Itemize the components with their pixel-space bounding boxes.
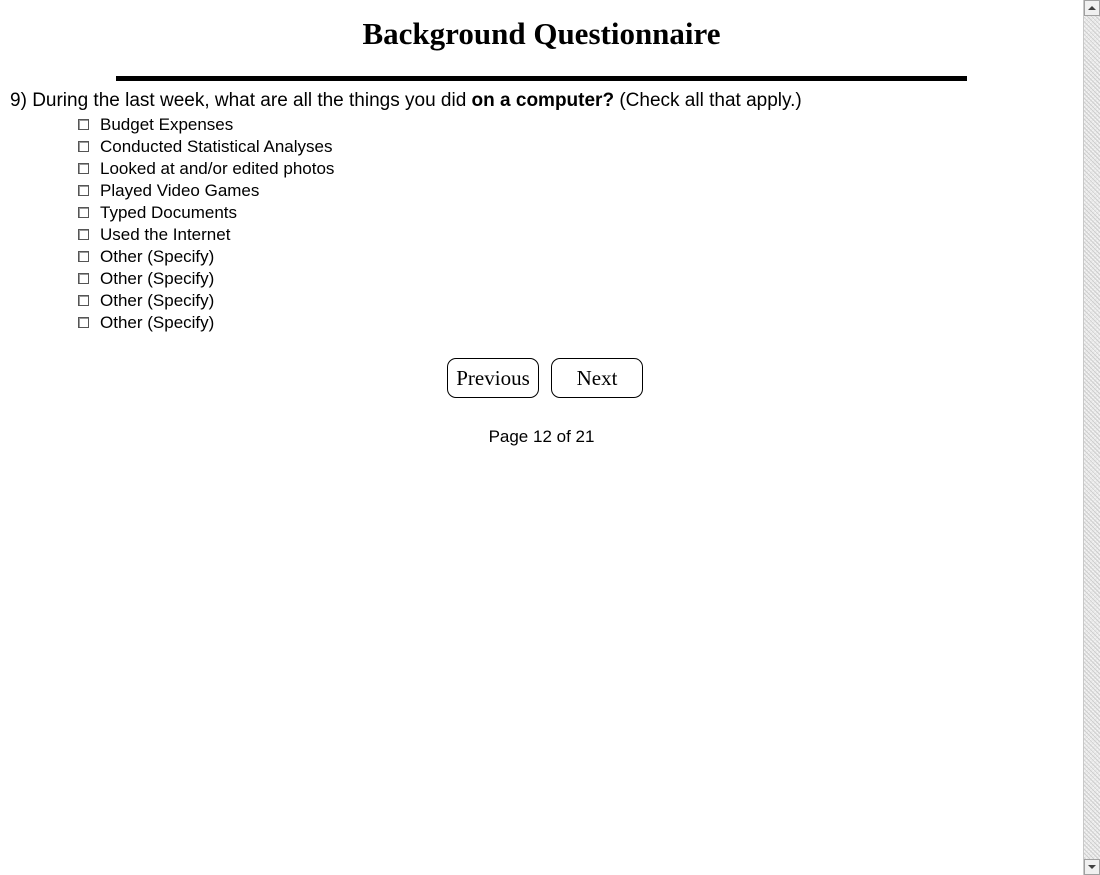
option-label[interactable]: Typed Documents — [100, 203, 238, 222]
checkbox[interactable] — [78, 251, 89, 262]
option-photos[interactable] — [77, 158, 334, 180]
checkbox[interactable] — [78, 185, 89, 196]
option-label[interactable]: Other (Specify) — [100, 247, 215, 266]
previous-button[interactable]: Previous — [447, 358, 539, 398]
checkbox[interactable] — [78, 163, 89, 174]
option-other-2[interactable] — [77, 268, 334, 290]
navigation-buttons — [0, 358, 1083, 398]
question-prompt: During the last week, what are all the things you did — [32, 90, 467, 111]
option-budget-expenses[interactable] — [77, 114, 334, 136]
option-other-3[interactable] — [77, 290, 334, 312]
option-label[interactable]: Budget Expenses — [100, 115, 234, 134]
option-internet[interactable] — [77, 224, 334, 246]
question-emphasis: on a computer? — [471, 90, 615, 111]
option-label[interactable]: Conducted Statistical Analyses — [100, 137, 333, 156]
question-number: 9) — [10, 90, 27, 111]
option-other-1[interactable] — [77, 246, 334, 268]
title-divider — [116, 76, 967, 81]
checkbox[interactable] — [78, 207, 89, 218]
option-label[interactable]: Other (Specify) — [100, 291, 215, 310]
option-other-4[interactable] — [77, 312, 334, 334]
question-instruction: (Check all that apply.) — [619, 90, 802, 111]
checkbox[interactable] — [78, 141, 89, 152]
page-indicator: Page 12 of 21 — [488, 427, 595, 446]
checkbox[interactable] — [78, 273, 89, 284]
scroll-up-button[interactable] — [1084, 0, 1100, 16]
option-label[interactable]: Played Video Games — [100, 181, 260, 200]
arrow-up-icon — [1088, 6, 1096, 10]
next-button[interactable]: Next — [551, 358, 643, 398]
option-label[interactable]: Other (Specify) — [100, 269, 215, 288]
option-typed-documents[interactable] — [77, 202, 334, 224]
option-label[interactable]: Used the Internet — [100, 225, 231, 244]
checkbox[interactable] — [78, 295, 89, 306]
arrow-down-icon — [1088, 865, 1096, 869]
checkbox-list — [77, 114, 334, 334]
scroll-down-button[interactable] — [1084, 859, 1100, 875]
checkbox[interactable] — [78, 229, 89, 240]
question-text — [10, 90, 802, 112]
page-title: Background Questionnaire — [362, 16, 721, 51]
vertical-scrollbar[interactable] — [1083, 0, 1100, 875]
option-label[interactable]: Looked at and/or edited photos — [100, 159, 335, 178]
checkbox[interactable] — [78, 317, 89, 328]
option-statistical-analyses[interactable] — [77, 136, 334, 158]
option-video-games[interactable] — [77, 180, 334, 202]
checkbox[interactable] — [78, 119, 89, 130]
option-label[interactable]: Other (Specify) — [100, 313, 215, 332]
